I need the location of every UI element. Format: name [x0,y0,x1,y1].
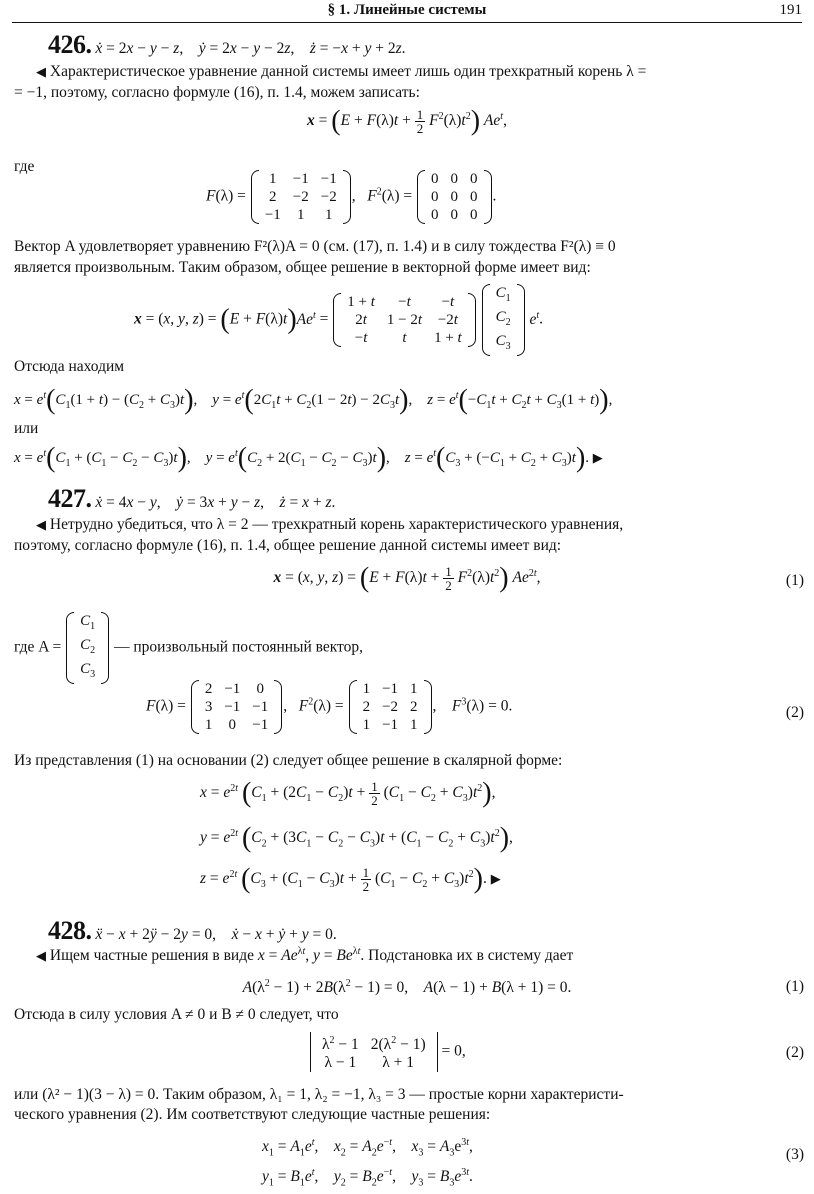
text-line: ческого уравнения (2). Им соответствуют следующие частные решения: [14,1106,491,1123]
formula-scalar: $y = e^{2t}$ $(C_2 + (3C_1 - C_2 - C_3)t + (C_1 - C_2 + C_3)t^2)$, [200,822,513,854]
text-line: ◀ Ищем частные решения в виде $x = Ae^{\lambda t}$, $y = Be^{\lambda t}$. Подстановка их в систему дает [36,946,574,965]
formula-solutions: $x_1 = A_1e^t$, $x_2 = A_2e^{-t}$, $x_3 = A_3e^{3t}$, $y_1 = B_1e^t$, $y_2 = B_2e^{-t}$, $y_3 = B_3e^{3t}$. [262,1137,473,1189]
problem-428-statement: 428. ẍ − x + 2ÿ − 2y = 0, ẋ − x + ẏ + y = 0. [48,916,337,945]
problem-426-statement: 426. ẋ = 2x − y − z, ẏ = 2x − y − 2z, ż = −x + y + 2z. [48,30,406,59]
end-triangle-icon: ▶ [490,871,501,887]
text-line: Из представления (1) на основании (2) следует общее решение в скалярной форме: [14,752,563,769]
equation-number: (1) [785,572,804,589]
formula: x = (x, y, z) = (E + F(λ)t + $\frac{1}{2}$ $F^2(\lambda)t^2$) $Ae^{2t}$, [273,562,541,594]
formula-determinant: $\lambda^2 - 1$ $2(\lambda^2 - 1)$ λ − 1 λ + 1 = 0, [310,1032,466,1072]
formula-vector: x = (x, y, $z) = (E + F(\lambda)t)Ae^t$ = 1 + t −t −t 2t 1 − 2t −2t −t t 1 + t $C_1$ $C_2$ $C_3$ $e^t$. [134,284,543,356]
problem-number: 427. [48,484,92,513]
text-line: или [14,420,39,437]
formula-scalar: $x = e^t(C_1 + (C_1 - C_2 - C_3)t)$, $y = e^t(C_2 + 2(C_1 - C_2 - C_3)t)$, $z = e^t(C_3 + (-C_1 + C_2 + C_3)t)$. ▶ [14,442,603,474]
text-line: является произвольным. Таким образом, общее решение в векторной форме имеет вид: [14,259,591,276]
text-line: Вектор A удовлетворяет уравнению F²(λ)A = 0 (см. (17), п. 1.4) и в силу тождества F²(λ) ≡ 0 [14,238,616,255]
start-triangle-icon: ◀ [36,517,46,532]
end-triangle-icon: ▶ [592,450,603,465]
start-triangle-icon: ◀ [36,64,46,79]
page-number: 191 [779,2,802,18]
formula-scalar: $x = e^t(C_1(1 + t) - (C_2 + C_3)t)$, $y = e^t(2C_1t + C_2(1 - 2t) - 2C_3t)$, $z = e^t(-C_1t + C_2t + C_3(1 + t))$, [14,384,613,416]
problem-number: 428. [48,916,92,945]
problem-number: 426. [48,30,92,59]
text-line: или (λ² − 1)(3 − λ) = 0. Таким образом, λ₁ = 1, λ₂ = −1, λ₃ = 3 — простые корни характеристи- [14,1086,624,1103]
text-line: поэтому, согласно формуле (16), п. 1.4, общее решение данной системы имеет вид: [14,537,562,554]
text-line: где [14,158,35,175]
formula-matrices: F(λ) = 1 −1 −1 2 −2 −2 −1 1 1 , $F^2(\lambda)$ = 0 0 0 0 0 0 0 0 0 . [206,171,497,223]
formula-scalar: $z = e^{2t}$ ($C_3 + (C_1 - C_3)t$ + $\frac{1}{2}$ $(C_1 - C_2 + C_3)t^2$). ▶ [200,863,501,895]
header-rule [12,22,802,23]
equation-number: (2) [785,704,804,721]
formula: x = (E + F(λ)t + $\frac{1}{2}$ $F^2(\lambda)t^2$) Ae$^t$, [307,105,507,137]
equation-number: (3) [785,1146,804,1163]
start-triangle-icon: ◀ [36,948,46,964]
text-line: Отсюда в силу условия A ≠ 0 и B ≠ 0 следует, что [14,1006,339,1023]
formula-scalar: $x = e^{2t}$ ($C_1 + (2C_1 - C_2)t$ + $\frac{1}{2}$ $(C_1 - C_2 + C_3)t^2$), [200,777,496,809]
text-line: ◀ Характеристическое уравнение данной системы имеет лишь один трехкратный корень λ = [36,63,647,80]
running-header: § 1. Линейные системы [327,2,487,18]
formula: $A(\lambda^2 - 1) + 2B(\lambda^2 - 1) = 0$, A(λ − 1) + B(λ + 1) = 0. [242,978,572,997]
equation-number: (1) [785,978,804,995]
text-line: где A = $C_1$ $C_2$ $C_3$ — произвольный постоянный вектор, [14,612,363,684]
text-line: ◀ Нетрудно убедиться, что λ = 2 — трехкратный корень характеристического уравнения, [36,516,624,533]
text-line: = −1, поэтому, согласно формуле (16), п. 1.4, можем записать: [14,84,420,101]
text-line: Отсюда находим [14,358,125,375]
formula-matrices: F(λ) = 2 −1 0 3 −1 −1 1 0 −1 , $F^2(\lambda)$ = 1 −1 1 2 −2 2 1 −1 1 , $F^3(\lambda) = 0$. [146,681,513,733]
problem-427-statement: 427. ẋ = 4x − y, ẏ = 3x + y − z, ż = x + z. [48,484,336,513]
equation-number: (2) [785,1044,804,1061]
